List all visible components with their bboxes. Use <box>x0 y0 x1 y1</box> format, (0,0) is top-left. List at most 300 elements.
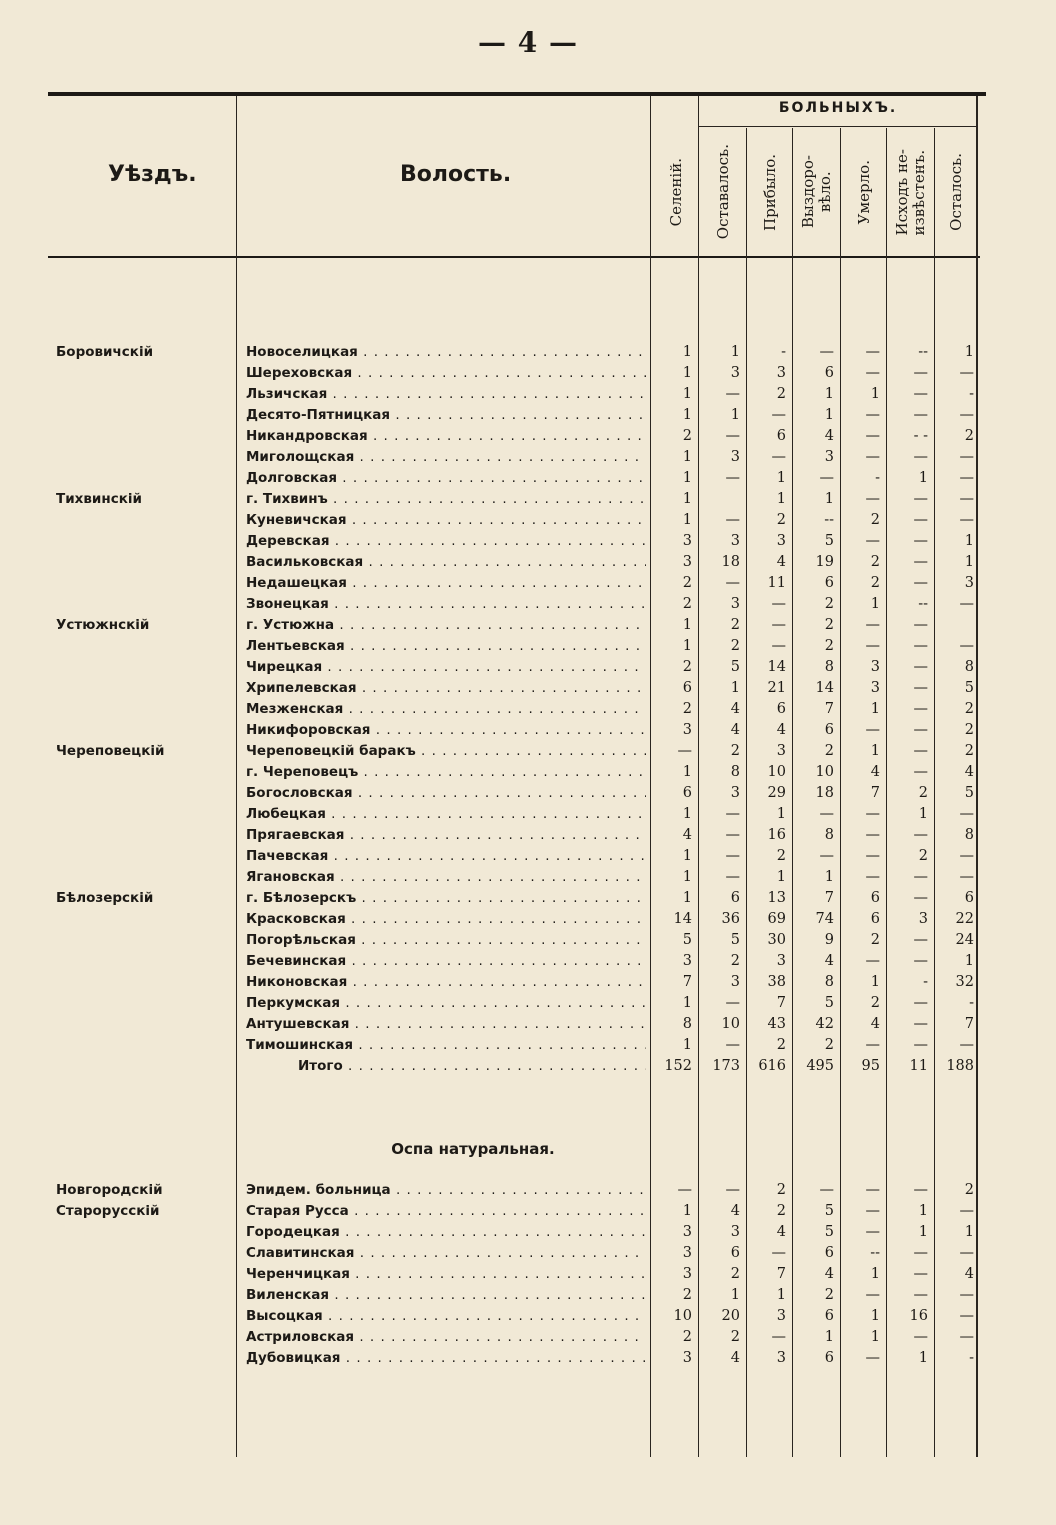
cell-vyzdorovelo: 18 <box>815 785 834 801</box>
cell-seleniy: 3 <box>682 1245 692 1261</box>
cell-seleniy: 1 <box>682 344 692 360</box>
cell-iskhod: — <box>913 449 928 465</box>
cell-ostavalos: — <box>725 806 740 822</box>
cell-seleniy: 2 <box>682 1287 692 1303</box>
cell-ostalos: — <box>959 638 974 654</box>
cell-seleniy: 3 <box>682 953 692 969</box>
cell-vyzdorovelo: 8 <box>824 659 834 675</box>
cell-umerlo: — <box>865 428 880 444</box>
cell-ostalos: — <box>959 848 974 864</box>
cell-iskhod: — <box>913 743 928 759</box>
cell-umerlo: 1 <box>870 743 880 759</box>
cell-umerlo: — <box>865 638 880 654</box>
cell-vyzdorovelo: 10 <box>815 764 834 780</box>
cell-ostavalos: 4 <box>730 1203 740 1219</box>
volost-name: Прягаевская . . . <box>246 825 646 846</box>
cell-umerlo: — <box>865 1350 880 1366</box>
volost-name: Чирецкая . . . <box>246 657 646 678</box>
table-row <box>48 1327 980 1348</box>
table-row <box>48 888 980 909</box>
cell-pribylo: 3 <box>776 953 786 969</box>
table-row <box>48 594 980 615</box>
table-row <box>48 615 980 636</box>
cell-iskhod: 2 <box>918 848 928 864</box>
table-row <box>48 363 980 384</box>
cell-pribylo: — <box>771 638 786 654</box>
volost-name: Деревская . . . <box>246 531 646 552</box>
cell-seleniy: 2 <box>682 596 692 612</box>
volost-name: Череповецкій баракъ . . . <box>246 741 646 762</box>
volost-name: г. Бѣлозерскъ . . . <box>246 888 646 909</box>
cell-seleniy: 1 <box>682 617 692 633</box>
cell-pribylo: 1 <box>776 869 786 885</box>
cell-pribylo: — <box>771 449 786 465</box>
cell-vyzdorovelo: 2 <box>824 743 834 759</box>
cell-seleniy: 1 <box>682 869 692 885</box>
cell-ostalos: - <box>969 386 974 402</box>
cell-ostavalos: — <box>725 1182 740 1198</box>
cell-vyzdorovelo: 74 <box>815 911 834 927</box>
cell-seleniy: — <box>677 1182 692 1198</box>
cell-iskhod: — <box>913 1245 928 1261</box>
cell-vyzdorovelo: 7 <box>824 890 834 906</box>
cell-ostavalos: 5 <box>730 659 740 675</box>
volost-name: г. Устюжна . . . <box>246 615 646 636</box>
cell-ostavalos: 3 <box>730 785 740 801</box>
cell-pribylo: 69 <box>767 911 786 927</box>
header-ostalos: Осталось. <box>946 153 965 231</box>
table-row <box>48 405 980 426</box>
volost-name: Васильковская . . . <box>246 552 646 573</box>
cell-seleniy: 152 <box>664 1058 692 1074</box>
cell-iskhod: 1 <box>918 1350 928 1366</box>
cell-ostavalos: 2 <box>730 1266 740 1282</box>
cell-iskhod: — <box>913 617 928 633</box>
cell-umerlo: — <box>865 1287 880 1303</box>
table-row <box>48 993 980 1014</box>
cell-ostalos: 2 <box>964 701 974 717</box>
cell-pribylo: 2 <box>776 1037 786 1053</box>
cell-ostalos: 32 <box>955 974 974 990</box>
cell-seleniy: 1 <box>682 848 692 864</box>
cell-umerlo: — <box>865 1182 880 1198</box>
cell-vyzdorovelo: 1 <box>824 491 834 507</box>
cell-iskhod: — <box>913 659 928 675</box>
cell-ostavalos: 1 <box>730 680 740 696</box>
header-bolnykh: БОЛЬНЫХЪ. <box>778 100 898 116</box>
cell-ostalos: — <box>959 470 974 486</box>
volost-name: Никифоровская . . . <box>246 720 646 741</box>
cell-ostavalos: 2 <box>730 953 740 969</box>
cell-iskhod: — <box>913 1037 928 1053</box>
cell-seleniy: 3 <box>682 1350 692 1366</box>
table-row <box>48 1285 980 1306</box>
cell-pribylo: — <box>771 1329 786 1345</box>
cell-iskhod: — <box>913 554 928 570</box>
cell-ostavalos: — <box>725 428 740 444</box>
cell-seleniy: 10 <box>673 1308 692 1324</box>
table-row <box>48 468 980 489</box>
volost-name: Славитинская . . . <box>246 1243 646 1264</box>
cell-iskhod: — <box>913 365 928 381</box>
cell-umerlo: — <box>865 806 880 822</box>
cell-vyzdorovelo: 1 <box>824 386 834 402</box>
cell-iskhod: — <box>913 890 928 906</box>
cell-ostavalos: 8 <box>730 764 740 780</box>
cell-umerlo: 95 <box>861 1058 880 1074</box>
table-row <box>48 1306 980 1327</box>
table-row <box>48 426 980 447</box>
cell-ostalos: 5 <box>964 785 974 801</box>
cell-ostalos: 1 <box>964 533 974 549</box>
cell-iskhod: — <box>913 932 928 948</box>
cell-vyzdorovelo: 4 <box>824 953 834 969</box>
cell-pribylo: 3 <box>776 533 786 549</box>
cell-ostavalos: 2 <box>730 743 740 759</box>
cell-ostavalos: 173 <box>712 1058 740 1074</box>
header-pribylo: Прибыло. <box>760 153 779 231</box>
cell-pribylo: 11 <box>767 575 786 591</box>
cell-pribylo: 616 <box>758 1058 786 1074</box>
cell-seleniy: 8 <box>682 1016 692 1032</box>
cell-pribylo: 2 <box>776 1203 786 1219</box>
cell-iskhod: — <box>913 638 928 654</box>
cell-vyzdorovelo: 5 <box>824 995 834 1011</box>
cell-vyzdorovelo: 6 <box>824 1308 834 1324</box>
cell-ostavalos: 3 <box>730 365 740 381</box>
cell-ostavalos: 3 <box>730 1224 740 1240</box>
cell-umerlo: -- <box>870 1245 880 1261</box>
cell-umerlo: — <box>865 533 880 549</box>
cell-ostalos: — <box>959 1308 974 1324</box>
cell-ostalos: — <box>959 512 974 528</box>
cell-pribylo: 6 <box>776 428 786 444</box>
cell-seleniy: 1 <box>682 407 692 423</box>
volost-name: Бечевинская . . . <box>246 951 646 972</box>
table-row <box>48 846 980 867</box>
cell-pribylo: 21 <box>767 680 786 696</box>
cell-ostavalos: — <box>725 512 740 528</box>
cell-umerlo: 2 <box>870 995 880 1011</box>
cell-seleniy: 6 <box>682 785 692 801</box>
cell-pribylo: 6 <box>776 701 786 717</box>
cell-ostalos: 2 <box>964 428 974 444</box>
cell-vyzdorovelo: 1 <box>824 869 834 885</box>
cell-seleniy: 1 <box>682 1037 692 1053</box>
cell-ostavalos: 2 <box>730 638 740 654</box>
volost-name: Богословская . . . <box>246 783 646 804</box>
cell-pribylo: 3 <box>776 743 786 759</box>
cell-umerlo: — <box>865 1203 880 1219</box>
cell-ostalos: 6 <box>964 890 974 906</box>
cell-seleniy: 3 <box>682 1266 692 1282</box>
uezd-name: Бѣлозерскій <box>56 890 154 906</box>
cell-seleniy: 1 <box>682 890 692 906</box>
cell-ostavalos: 2 <box>730 617 740 633</box>
cell-umerlo: — <box>865 953 880 969</box>
table-row <box>48 1201 980 1222</box>
cell-iskhod: — <box>913 512 928 528</box>
cell-vyzdorovelo: 6 <box>824 722 834 738</box>
cell-pribylo: 1 <box>776 1287 786 1303</box>
cell-ostavalos: — <box>725 869 740 885</box>
table-row <box>48 720 980 741</box>
cell-ostalos: — <box>959 491 974 507</box>
statistics-table <box>48 92 986 1457</box>
cell-vyzdorovelo: — <box>819 470 834 486</box>
volost-name: Черенчицкая . . . <box>246 1264 646 1285</box>
cell-seleniy: 2 <box>682 428 692 444</box>
table-row <box>48 510 980 531</box>
cell-pribylo: 29 <box>767 785 786 801</box>
cell-ostavalos: 1 <box>730 1287 740 1303</box>
cell-umerlo: 4 <box>870 1016 880 1032</box>
cell-ostalos: - <box>969 1350 974 1366</box>
cell-ostalos: 22 <box>955 911 974 927</box>
cell-vyzdorovelo: 6 <box>824 1245 834 1261</box>
volost-name: г. Тихвинъ . . . <box>246 489 646 510</box>
cell-ostalos: 2 <box>964 1182 974 1198</box>
header-umerlo: Умерло. <box>854 159 873 225</box>
cell-vyzdorovelo: 1 <box>824 1329 834 1345</box>
cell-ostalos: 5 <box>964 680 974 696</box>
cell-iskhod: — <box>913 701 928 717</box>
cell-vyzdorovelo: 4 <box>824 1266 834 1282</box>
cell-vyzdorovelo: 14 <box>815 680 834 696</box>
cell-pribylo: 2 <box>776 512 786 528</box>
cell-ostalos: 7 <box>964 1016 974 1032</box>
cell-iskhod: — <box>913 764 928 780</box>
cell-pribylo: 43 <box>767 1016 786 1032</box>
cell-iskhod: 1 <box>918 1203 928 1219</box>
table-row <box>48 867 980 888</box>
cell-iskhod: — <box>913 953 928 969</box>
cell-iskhod: - - <box>913 428 928 444</box>
cell-iskhod: 1 <box>918 806 928 822</box>
volost-name: Дубовицкая . . . <box>246 1348 646 1369</box>
table-row <box>48 342 980 363</box>
uezd-name: Новгородскій <box>56 1182 163 1198</box>
cell-pribylo: 1 <box>776 491 786 507</box>
header-vyzdorovelo: Выздоро- вѣло. <box>799 155 834 229</box>
volost-name: Мезженская . . . <box>246 699 646 720</box>
volost-name: Куневичская . . . <box>246 510 646 531</box>
cell-pribylo: 2 <box>776 386 786 402</box>
cell-umerlo: 3 <box>870 659 880 675</box>
cell-ostalos: — <box>959 1245 974 1261</box>
cell-vyzdorovelo: 2 <box>824 617 834 633</box>
cell-ostalos: — <box>959 1287 974 1303</box>
table-row <box>48 531 980 552</box>
page-number: — 4 — <box>478 26 578 59</box>
cell-seleniy: 1 <box>682 470 692 486</box>
volost-name: Ягановская . . . <box>246 867 646 888</box>
cell-pribylo: - <box>781 344 786 360</box>
volost-name: Лентьевская . . . <box>246 636 646 657</box>
cell-seleniy: 1 <box>682 995 692 1011</box>
cell-seleniy: 5 <box>682 932 692 948</box>
cell-pribylo: 3 <box>776 1350 786 1366</box>
cell-ostalos: 1 <box>964 344 974 360</box>
cell-iskhod: — <box>913 1266 928 1282</box>
cell-vyzdorovelo: 7 <box>824 701 834 717</box>
table-row <box>48 384 980 405</box>
cell-pribylo: 4 <box>776 722 786 738</box>
cell-iskhod: — <box>913 1016 928 1032</box>
cell-iskhod: — <box>913 491 928 507</box>
volost-name: Десято-Пятницкая . . . <box>246 405 646 426</box>
cell-ostavalos: 20 <box>721 1308 740 1324</box>
cell-umerlo: — <box>865 617 880 633</box>
cell-ostavalos: 3 <box>730 533 740 549</box>
cell-pribylo: 38 <box>767 974 786 990</box>
cell-iskhod: — <box>913 407 928 423</box>
volost-name: Любецкая . . . <box>246 804 646 825</box>
cell-ostavalos: 5 <box>730 932 740 948</box>
cell-ostavalos: 1 <box>730 407 740 423</box>
cell-ostavalos: 6 <box>730 1245 740 1261</box>
cell-ostalos: 3 <box>964 575 974 591</box>
cell-ostalos: 1 <box>964 554 974 570</box>
cell-vyzdorovelo: 2 <box>824 1287 834 1303</box>
cell-iskhod: - <box>923 974 928 990</box>
cell-iskhod: — <box>913 575 928 591</box>
cell-seleniy: 2 <box>682 575 692 591</box>
volost-name: Высоцкая . . . <box>246 1306 646 1327</box>
cell-ostalos: — <box>959 407 974 423</box>
uezd-name: Старорусскій <box>56 1203 160 1219</box>
cell-ostavalos: 18 <box>721 554 740 570</box>
cell-ostavalos: 36 <box>721 911 740 927</box>
volost-name: Никандровская . . . <box>246 426 646 447</box>
volost-name: Астриловская . . . <box>246 1327 646 1348</box>
cell-ostalos: — <box>959 1037 974 1053</box>
cell-seleniy: 3 <box>682 1224 692 1240</box>
header-uezd: Уѣздъ. <box>108 162 197 187</box>
cell-iskhod: 11 <box>909 1058 928 1074</box>
table-row <box>48 447 980 468</box>
cell-pribylo: — <box>771 407 786 423</box>
cell-vyzdorovelo: 5 <box>824 1224 834 1240</box>
cell-ostalos: 4 <box>964 1266 974 1282</box>
cell-seleniy: 6 <box>682 680 692 696</box>
volost-name: Эпидем. больница . . . <box>246 1180 646 1201</box>
cell-pribylo: 2 <box>776 1182 786 1198</box>
cell-seleniy: 1 <box>682 491 692 507</box>
cell-ostavalos: — <box>725 470 740 486</box>
volost-name: Шереховская . . . <box>246 363 646 384</box>
cell-ostalos: 4 <box>964 764 974 780</box>
cell-seleniy: 1 <box>682 449 692 465</box>
table-row <box>48 1056 980 1077</box>
cell-ostavalos: 3 <box>730 596 740 612</box>
uezd-name: Боровичскій <box>56 344 154 360</box>
cell-iskhod: — <box>913 386 928 402</box>
cell-pribylo: 4 <box>776 1224 786 1240</box>
cell-seleniy: 1 <box>682 512 692 528</box>
volost-name: Красковская . . . <box>246 909 646 930</box>
cell-iskhod: — <box>913 533 928 549</box>
table-row <box>48 1014 980 1035</box>
cell-pribylo: 4 <box>776 554 786 570</box>
cell-umerlo: 2 <box>870 932 880 948</box>
table-row <box>48 741 980 762</box>
header-ostavalos: Оставалось. <box>713 144 732 240</box>
cell-umerlo: — <box>865 1037 880 1053</box>
cell-umerlo: — <box>865 848 880 864</box>
cell-ostavalos: 3 <box>730 449 740 465</box>
cell-vyzdorovelo: — <box>819 344 834 360</box>
cell-pribylo: — <box>771 596 786 612</box>
cell-umerlo: — <box>865 722 880 738</box>
cell-vyzdorovelo: 495 <box>806 1058 834 1074</box>
volost-name: Хрипелевская . . . <box>246 678 646 699</box>
cell-iskhod: — <box>913 827 928 843</box>
cell-pribylo: 14 <box>767 659 786 675</box>
table-row <box>48 909 980 930</box>
uezd-name: Устюжнскій <box>56 617 150 633</box>
table-row <box>48 573 980 594</box>
total-label: Итого . . . <box>246 1056 646 1077</box>
cell-umerlo: — <box>865 827 880 843</box>
volost-name: Долговская . . . <box>246 468 646 489</box>
cell-iskhod: -- <box>918 344 928 360</box>
cell-vyzdorovelo: 6 <box>824 575 834 591</box>
table-row <box>48 783 980 804</box>
table-top-rule <box>48 92 986 96</box>
cell-umerlo: 2 <box>870 575 880 591</box>
table-row <box>48 678 980 699</box>
cell-vyzdorovelo: — <box>819 848 834 864</box>
cell-ostavalos: 4 <box>730 722 740 738</box>
table-row <box>48 972 980 993</box>
cell-umerlo: — <box>865 365 880 381</box>
cell-seleniy: 1 <box>682 365 692 381</box>
cell-seleniy: 1 <box>682 1203 692 1219</box>
cell-umerlo: 1 <box>870 974 880 990</box>
cell-ostavalos: 4 <box>730 701 740 717</box>
cell-seleniy: 3 <box>682 554 692 570</box>
volost-name: Тимошинская . . . <box>246 1035 646 1056</box>
cell-vyzdorovelo: — <box>819 806 834 822</box>
cell-vyzdorovelo: 2 <box>824 596 834 612</box>
cell-seleniy: 14 <box>673 911 692 927</box>
cell-umerlo: 1 <box>870 1329 880 1345</box>
cell-ostavalos: — <box>725 827 740 843</box>
cell-umerlo: 1 <box>870 386 880 402</box>
cell-umerlo: 1 <box>870 1266 880 1282</box>
volost-name: Старая Русса . . . <box>246 1201 646 1222</box>
table-row <box>48 657 980 678</box>
cell-seleniy: — <box>677 743 692 759</box>
cell-ostavalos: — <box>725 995 740 1011</box>
cell-pribylo: 1 <box>776 806 786 822</box>
volost-name: Виленская . . . <box>246 1285 646 1306</box>
cell-umerlo: 1 <box>870 1308 880 1324</box>
cell-vyzdorovelo: 5 <box>824 1203 834 1219</box>
cell-seleniy: 1 <box>682 764 692 780</box>
cell-umerlo: - <box>875 470 880 486</box>
cell-pribylo: 1 <box>776 470 786 486</box>
cell-ostalos: 1 <box>964 1224 974 1240</box>
cell-ostavalos: — <box>725 1037 740 1053</box>
cell-iskhod: — <box>913 1287 928 1303</box>
cell-ostavalos: 2 <box>730 1329 740 1345</box>
cell-seleniy: 2 <box>682 1329 692 1345</box>
volost-name: г. Череповецъ . . . <box>246 762 646 783</box>
cell-vyzdorovelo: 2 <box>824 1037 834 1053</box>
volost-name: Звонецкая . . . <box>246 594 646 615</box>
